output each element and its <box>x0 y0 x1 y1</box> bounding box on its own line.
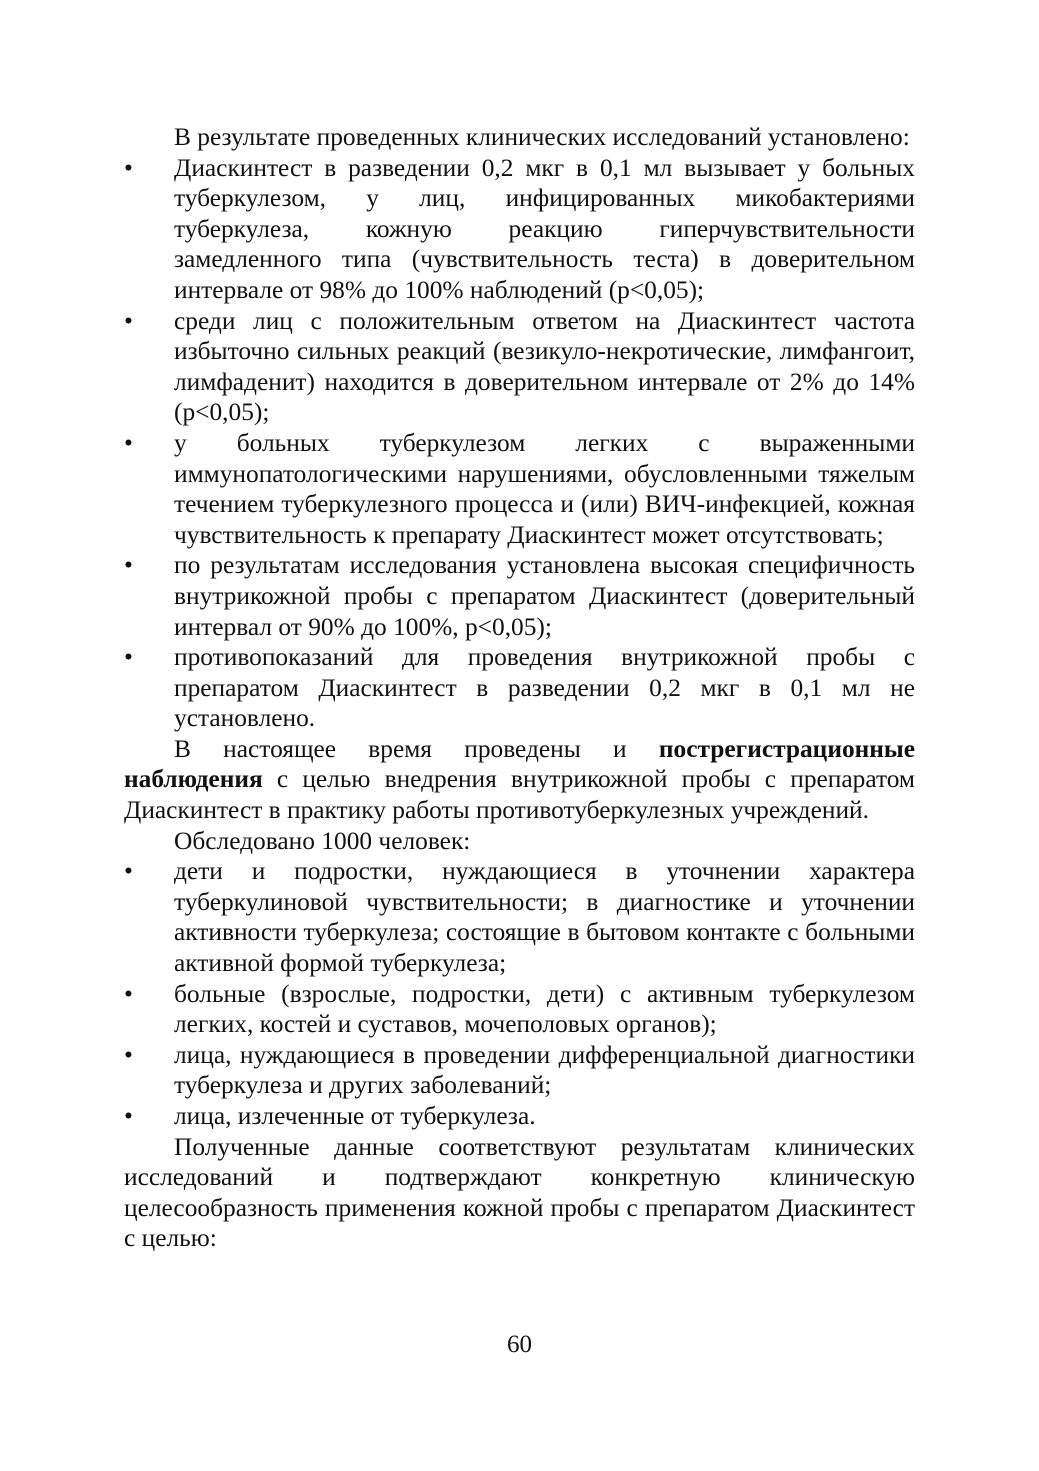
findings-list <box>124 153 915 734</box>
document-body <box>124 122 915 1254</box>
bullet-icon: • <box>124 1102 133 1130</box>
list-item <box>124 153 915 306</box>
list-item-text: у больных туберкулезом легких с выраженными иммунопатологическими нарушениями, обусловленными тяжелым течением туберкулезного процесса и (или) ВИЧ-инфекцией, кожная чувствительность к препарату Диаскинтест может отсутствовать; <box>174 428 915 549</box>
post-registration-rest: с целью внедрения внутрикожной пробы с препаратом Диаскинтест в практику работы противотуберкулезных учреждений. <box>124 765 915 825</box>
list-item-text: среди лиц с положительным ответом на Диаскинтест частота избыточно сильных реакций (везикуло-некротические, лимфангоит, лимфаденит) находится в доверительном интервале от 2% до 14% (p<0,05); <box>174 306 915 427</box>
list-item <box>124 1040 915 1101</box>
bullet-icon: • <box>124 857 133 886</box>
bullet-icon: • <box>124 643 133 672</box>
list-item-text: лица, нуждающиеся в проведении дифференциальной диагностики туберкулеза и других заболеваний; <box>174 1040 915 1100</box>
list-item <box>124 550 915 642</box>
list-item <box>124 428 915 550</box>
examined-list <box>124 856 915 1131</box>
list-item-text: дети и подростки, нуждающиеся в уточнении характера туберкулиновой чувствительности; в диагностике и уточнении активности туберкулеза; состоящие в бытовом контакте с больными активной формой туберкулеза; <box>174 857 915 978</box>
list-item-text: по результатам исследования установлена высокая специфичность внутрикожной пробы с препаратом Диаскинтест (доверительный интервал от 90% до 100%, p<0,05); <box>174 551 915 641</box>
list-item <box>124 306 915 428</box>
intro-paragraph: В результате проведенных клинических исследований установлено: <box>174 123 910 151</box>
bullet-icon: • <box>124 153 133 182</box>
page-number: 60 <box>507 1331 532 1358</box>
list-item-text: больные (взрослые, подростки, дети) с активным туберкулезом легких, костей и суставов, мочеполовых органов); <box>174 979 915 1039</box>
list-item <box>124 979 915 1040</box>
bullet-icon: • <box>124 551 133 580</box>
bullet-icon: • <box>124 979 133 1008</box>
list-item <box>124 1101 915 1132</box>
post-registration-paragraph <box>124 734 915 826</box>
list-item-text: лица, излеченные от туберкулеза. <box>174 1102 536 1130</box>
bullet-icon: • <box>124 1040 133 1069</box>
list-item-text: Диаскинтест в разведении 0,2 мкг в 0,1 мл вызывает у больных туберкулезом, у лиц, инфицированных микобактериями туберкулеза, кожную реакцию гиперчувствительности замедленного типа (чувствительность теста) в доверительном интервале от 98% до 100% наблюдений (p<0,05); <box>174 153 915 304</box>
post-registration-bold: пострегистрационные наблюдения <box>124 734 915 794</box>
list-item <box>124 856 915 978</box>
bullet-icon: • <box>124 306 133 335</box>
examined-intro: Обследовано 1000 человек: <box>174 826 471 855</box>
bullet-icon: • <box>124 428 133 457</box>
list-item-text: противопоказаний для проведения внутрикожной пробы с препаратом Диаскинтест в разведении 0,2 мкг в 0,1 мл не установлено. <box>174 643 915 733</box>
post-registration-lead: В настоящее время проведены и <box>174 734 659 763</box>
list-item <box>124 642 915 734</box>
conclusion-paragraph: Полученные данные соответствуют результатам клинических исследований и подтверждают конкретную клиническую целесообразность применения кожной пробы с препаратом Диаскинтест с целью: <box>124 1132 915 1253</box>
